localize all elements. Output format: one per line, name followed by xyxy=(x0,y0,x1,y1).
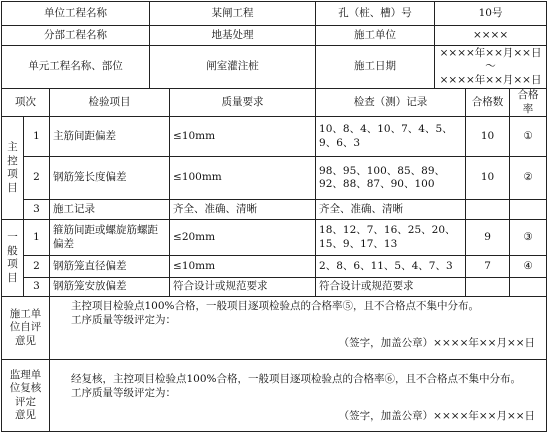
row-req: ≤20mm xyxy=(170,220,316,256)
row-item: 钢筋笼安放偏差 xyxy=(50,278,170,297)
col-item-no: 项次 xyxy=(2,89,50,117)
row-count xyxy=(466,200,510,220)
row-item: 箍筋间距或螺旋筋螺距偏差 xyxy=(50,220,170,256)
row-no: 3 xyxy=(24,278,50,297)
row-item: 钢筋笼直径偏差 xyxy=(50,256,170,278)
row-count: 9 xyxy=(466,220,510,256)
builder-value: ×××× xyxy=(435,26,547,46)
supervisor-eval-grade: 工序质量等级评定为： xyxy=(71,386,176,399)
date-label: 施工日期 xyxy=(316,46,435,89)
unit-name-label: 单位工程名称 xyxy=(2,2,150,26)
row-count: 7 xyxy=(466,256,510,278)
element-name-label: 单元工程名称、部位 xyxy=(2,46,150,89)
col-record: 检查（测）记录 xyxy=(316,89,466,117)
row-rate: ① xyxy=(510,117,547,157)
table-row xyxy=(2,117,547,157)
row-item: 主筋间距偏差 xyxy=(50,117,170,157)
header-row-unit xyxy=(2,2,547,26)
part-name-label: 分部工程名称 xyxy=(2,26,150,46)
row-record: 符合设计或规范要求 xyxy=(316,278,466,297)
builder-label: 施工单位 xyxy=(316,26,435,46)
col-pass-rate: 合格率 xyxy=(510,89,547,117)
row-req: ≤10mm xyxy=(170,117,316,157)
hole-number-label: 孔（桩、槽）号 xyxy=(316,2,435,26)
main-items-label: 主 控 项 目 xyxy=(2,117,24,220)
column-header-row xyxy=(2,89,547,117)
supervisor-eval-content xyxy=(50,360,547,432)
self-eval-content xyxy=(50,297,547,360)
self-eval-label: 施工单 位自评 意见 xyxy=(2,297,50,360)
self-eval-text: 主控项目检验点100%合格，一般项目逐项检验点的合格率⑤，且不合格点不集中分布。 xyxy=(71,300,480,313)
row-rate xyxy=(510,278,547,297)
row-req: 齐全、准确、清晰 xyxy=(170,200,316,220)
row-count: 10 xyxy=(466,117,510,157)
hole-number-value: 10号 xyxy=(435,2,547,26)
general-items-label: 一 般 项 目 xyxy=(2,220,24,297)
row-no: 2 xyxy=(24,256,50,278)
date-value xyxy=(435,46,547,89)
row-item: 钢筋笼长度偏差 xyxy=(50,157,170,200)
row-record: 2、8、6、11、5、4、7、3 xyxy=(316,256,466,278)
self-eval-row xyxy=(2,297,547,360)
row-no: 3 xyxy=(24,200,50,220)
row-rate: ③ xyxy=(510,220,547,256)
row-record: 98、95、100、85、89、92、88、87、90、100 xyxy=(316,157,466,200)
row-req: ≤10mm xyxy=(170,256,316,278)
unit-name-value: 某闸工程 xyxy=(150,2,316,26)
row-no: 2 xyxy=(24,157,50,200)
row-req: 符合设计或规范要求 xyxy=(170,278,316,297)
supervisor-eval-signature: （签字，加盖公章）××××年××月××日 xyxy=(338,409,536,422)
supervisor-eval-label: 监理单 位复核 评定 意见 xyxy=(2,360,50,432)
table-row xyxy=(2,278,547,297)
col-pass-count: 合格数 xyxy=(466,89,510,117)
table-row xyxy=(2,200,547,220)
header-row-element xyxy=(2,46,547,89)
element-name-value: 闸室灌注桩 xyxy=(150,46,316,89)
row-count: 10 xyxy=(466,157,510,200)
col-check-item: 检验项目 xyxy=(50,89,170,117)
row-rate xyxy=(510,200,547,220)
table-row xyxy=(2,157,547,200)
col-quality-req: 质量要求 xyxy=(170,89,316,117)
row-no: 1 xyxy=(24,117,50,157)
supervisor-eval-text: 经复核，主控项目检验点100%合格，一般项目逐项检验点的合格率⑥，且不合格点不集中分布。 xyxy=(71,373,522,386)
row-record: 10、8、4、10、7、4、5、9、6、3 xyxy=(316,117,466,157)
row-req: ≤100mm xyxy=(170,157,316,200)
row-rate: ② xyxy=(510,157,547,200)
row-rate: ④ xyxy=(510,256,547,278)
supervisor-eval-row xyxy=(2,360,547,432)
row-record: 齐全、准确、清晰 xyxy=(316,200,466,220)
header-row-part xyxy=(2,26,547,46)
row-count xyxy=(466,278,510,297)
row-no: 1 xyxy=(24,220,50,256)
table-row xyxy=(2,220,547,256)
table-row xyxy=(2,256,547,278)
date-end: ××××年××月××日 xyxy=(439,73,542,86)
row-record: 18、12、7、16、25、20、15、9、17、13 xyxy=(316,220,466,256)
self-eval-signature: （签字，加盖公章）××××年××月××日 xyxy=(338,336,536,349)
inspection-table xyxy=(1,1,547,432)
date-start: ××××年××月××日～ xyxy=(439,46,542,73)
part-name-value: 地基处理 xyxy=(150,26,316,46)
self-eval-grade: 工序质量等级评定为： xyxy=(71,313,176,326)
row-item: 施工记录 xyxy=(50,200,170,220)
